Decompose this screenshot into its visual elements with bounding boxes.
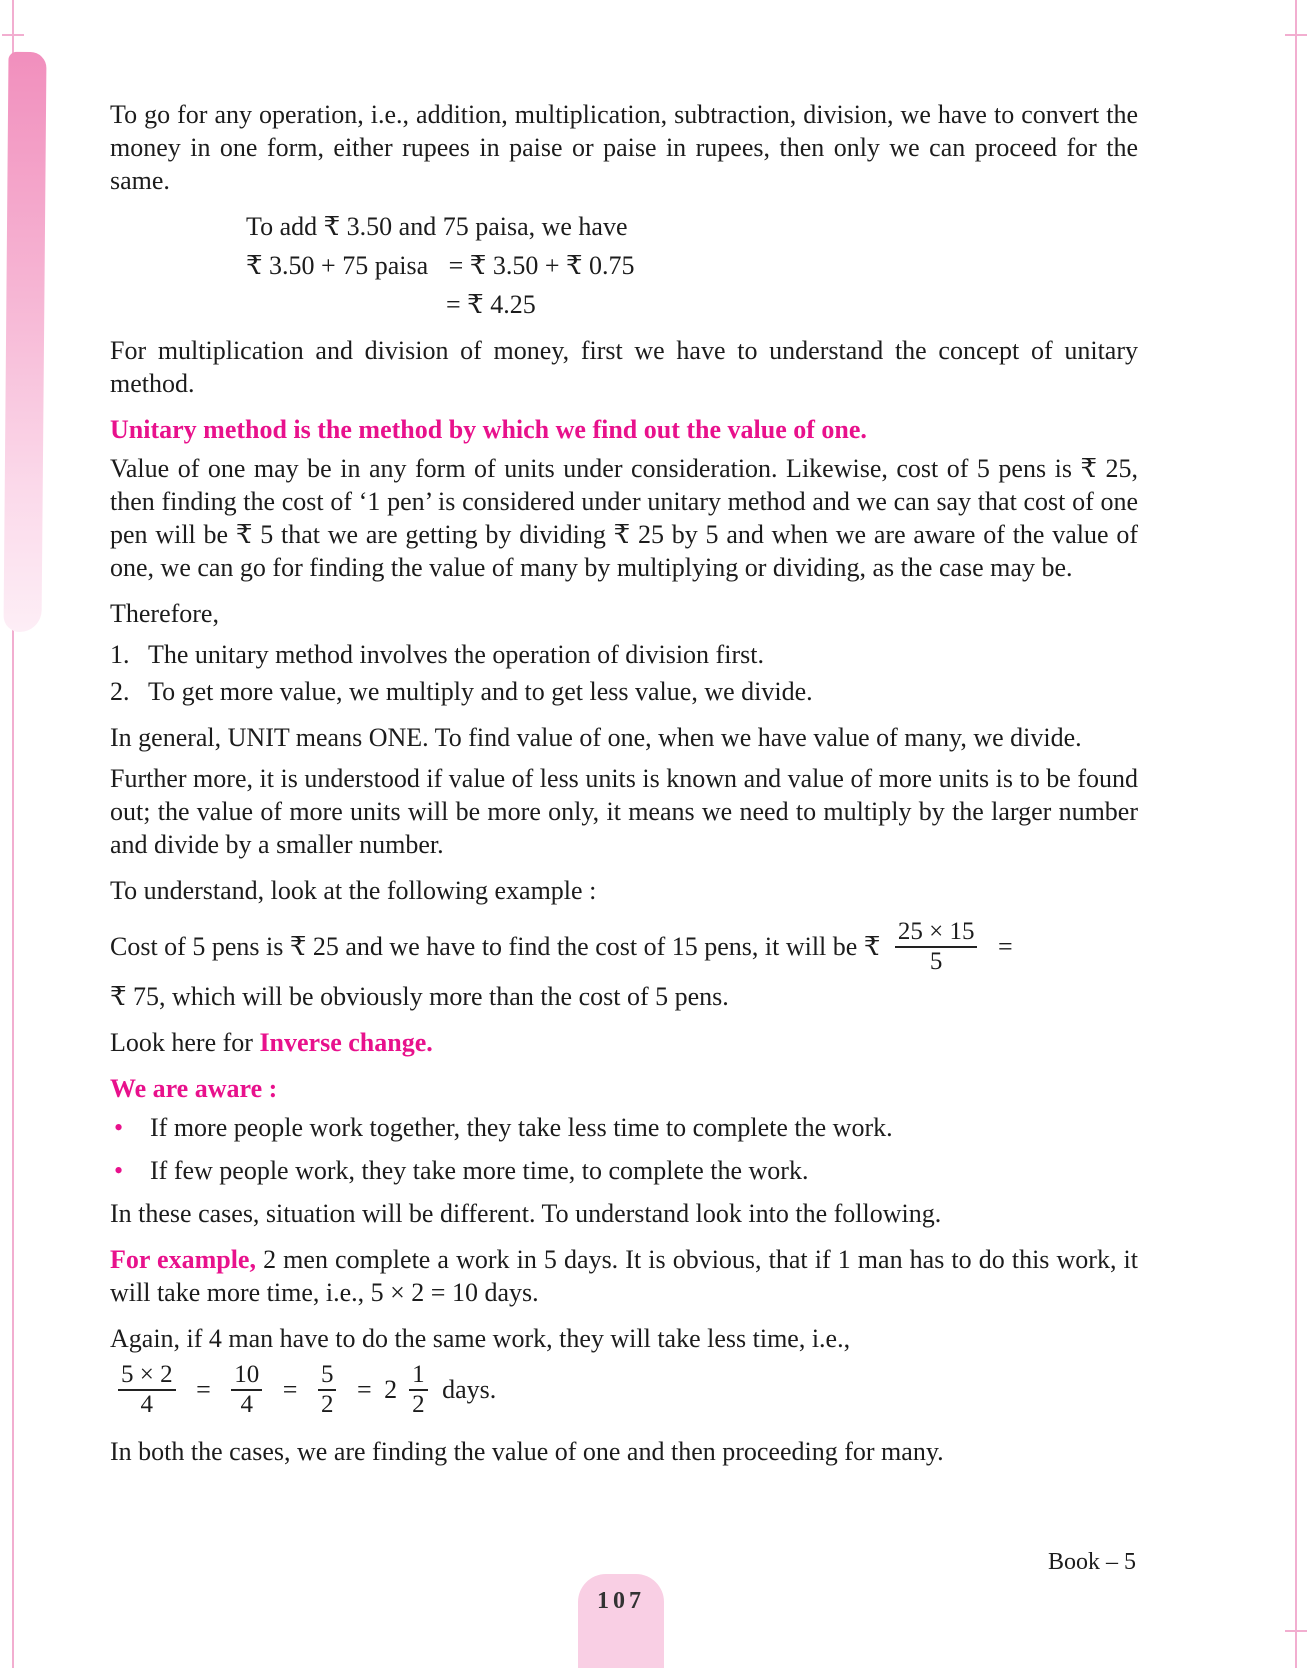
fraction-numerator: 5 × 2	[121, 1361, 173, 1388]
page-content	[110, 98, 1138, 1481]
equals-sign: =	[196, 1374, 211, 1404]
intro-paragraph: To go for any operation, i.e., addition, multiplication, subtraction, division, we have to convert the money in one form, either rupees in paise or paise in rupees, then only we can proceed for the same.	[110, 100, 1138, 195]
addition-example-line2	[246, 249, 1138, 282]
unitary-method-heading: Unitary method is the method by which we find out the value of one.	[110, 415, 867, 444]
page-number: 107	[597, 1588, 645, 1614]
numbered-item-1	[110, 638, 1138, 671]
for-example-text: 2 men complete a work in 5 days. It is obvious, that if 1 man has to do this work, it will take more time, i.e., 5 × 2 = 10 days.	[110, 1245, 1138, 1307]
value-of-one-paragraph: Value of one may be in any form of units under consideration. Likewise, cost of 5 pens is ₹ 25, then finding the cost of ‘1 pen’ is considered under unitary method and we can say that cost of one pen will be ₹ 5 that we are getting by dividing ₹ 25 by 5 and when we are aware of the value of one, we can go for finding the value of many by multiplying or dividing, as the case may be.	[110, 454, 1138, 582]
bottom-right-tick	[1285, 1630, 1307, 1632]
page-number-tab	[578, 1574, 664, 1668]
fraction-numerator: 25 × 15	[897, 918, 975, 945]
top-left-tick	[2, 34, 24, 36]
equals-sign: =	[997, 931, 1013, 961]
fraction-denominator: 5	[895, 946, 978, 976]
fraction-5-over-2	[318, 1361, 337, 1419]
bullet-text: If more people work together, they take less time to complete the work.	[150, 1113, 893, 1142]
again-paragraph: Again, if 4 man have to do the same work, they will take less time, i.e.,	[110, 1324, 851, 1353]
equals-sign: =	[356, 1374, 372, 1404]
bullet-item-2	[110, 1154, 1138, 1187]
days-suffix: days.	[442, 1374, 497, 1404]
list-text: The unitary method involves the operation of division first.	[148, 640, 764, 669]
fraction-denominator: 4	[231, 1389, 262, 1419]
therefore-line: Therefore,	[110, 599, 219, 628]
fraction-denominator: 2	[409, 1389, 428, 1419]
book-label: Book – 5	[1047, 1549, 1136, 1575]
addition-example-line3: = ₹ 4.25	[446, 290, 536, 319]
addition-lhs: ₹ 3.50 + 75 paisa	[246, 251, 429, 280]
for-example-paragraph	[110, 1243, 1138, 1309]
fraction-25x15-over-5	[895, 918, 978, 976]
bullet-item-1	[110, 1111, 1138, 1144]
right-edge-rule	[1295, 0, 1297, 1668]
list-text: To get more value, we multiply and to get less value, we divide.	[148, 677, 813, 706]
bullet-icon: •	[114, 1156, 124, 1185]
fraction-10-over-4	[231, 1361, 262, 1419]
inverse-change-line	[110, 1026, 1138, 1059]
equals-sign: =	[282, 1374, 298, 1404]
fraction-equation-line	[110, 1363, 1138, 1421]
addition-example-line1: To add ₹ 3.50 and 75 paisa, we have	[246, 212, 628, 241]
fraction-denominator: 4	[118, 1389, 176, 1419]
cost-prefix: Cost of 5 pens is ₹ 25 and we have to find the cost of 15 pens, it will be ₹	[110, 931, 881, 961]
pink-ribbon-decoration	[3, 52, 46, 632]
these-cases-paragraph: In these cases, situation will be different. To understand look into the following.	[110, 1199, 942, 1228]
numbered-item-2	[110, 675, 1138, 708]
fraction-numerator: 1	[412, 1361, 425, 1388]
example-intro-line: To understand, look at the following example :	[110, 876, 597, 905]
for-example-label: For example,	[110, 1245, 256, 1274]
addition-example-block	[246, 210, 1138, 321]
bullet-text: If few people work, they take more time, to complete the work.	[150, 1156, 809, 1185]
list-number: 1.	[110, 640, 130, 669]
fraction-numerator: 5	[320, 1361, 334, 1388]
cost-result-line: ₹ 75, which will be obviously more than the cost of 5 pens.	[110, 982, 729, 1011]
bullet-icon: •	[114, 1113, 124, 1142]
fraction-5x2-over-4	[118, 1361, 176, 1419]
inverse-change-highlight: Inverse change.	[259, 1028, 433, 1057]
list-number: 2.	[110, 677, 130, 706]
mixed-number-whole: 2	[384, 1374, 398, 1404]
both-cases-paragraph: In both the cases, we are finding the value of one and then proceeding for many.	[110, 1437, 944, 1466]
cost-of-pens-line	[110, 920, 1138, 978]
we-are-aware-heading: We are aware :	[110, 1074, 278, 1103]
unit-means-one-paragraph: In general, UNIT means ONE. To find value of one, when we have value of many, we divide.	[110, 723, 1082, 752]
fraction-1-over-2	[409, 1361, 428, 1419]
addition-rhs: = ₹ 3.50 + ₹ 0.75	[448, 251, 635, 280]
fraction-denominator: 2	[318, 1389, 337, 1419]
further-more-paragraph: Further more, it is understood if value of less units is known and value of more units is to be found out; the value of more units will be more only, it means we need to multiply by the larger number and divide by a smaller number.	[110, 764, 1138, 859]
multiplication-paragraph: For multiplication and division of money, first we have to understand the concept of unitary method.	[110, 336, 1138, 398]
top-right-tick	[1285, 34, 1307, 36]
look-here-text: Look here for	[110, 1028, 260, 1057]
fraction-numerator: 10	[234, 1361, 260, 1388]
